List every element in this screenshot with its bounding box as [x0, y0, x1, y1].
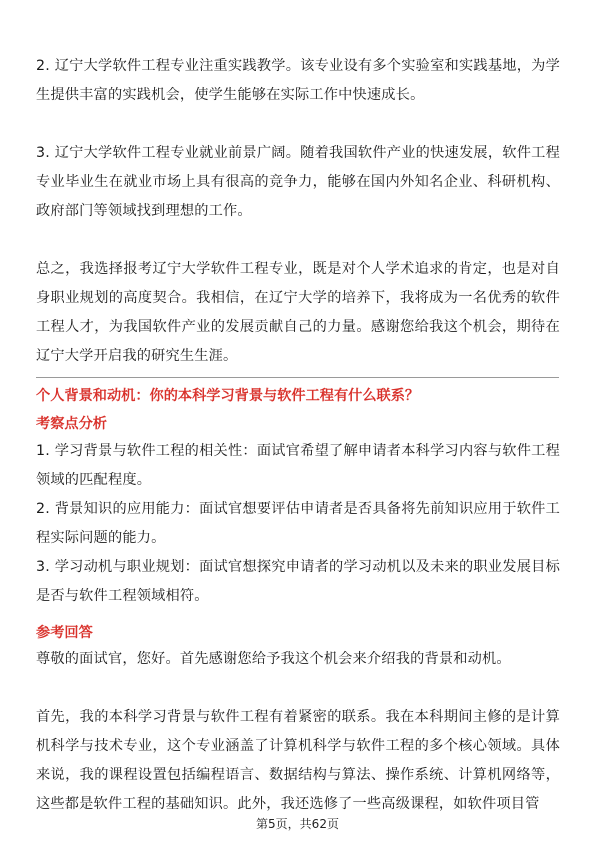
analysis-heading: 考察点分析: [36, 416, 107, 432]
section-divider: [36, 377, 559, 378]
page-number: 第5页，共62页: [256, 817, 339, 831]
answer-greeting: 尊敬的面试官，您好。首先感谢您给予我这个机会来介绍我的背景和动机。: [36, 651, 511, 667]
paragraph-practice-teaching: 2. 辽宁大学软件工程专业注重实践教学。该专业设有多个实验室和实践基地，为学生提供丰富的实践机会，使学生能够在实际工作中快速成长。: [36, 58, 560, 103]
paragraph-employment-prospects: 3. 辽宁大学软件工程专业就业前景广阔。随着我国软件产业的快速发展，软件工程专业毕业生在就业市场上具有很高的竞争力，能够在国内外知名企业、科研机构、政府部门等领域找到理想的工作。: [36, 145, 560, 219]
analysis-point-3: 3. 学习动机与职业规划：面试官想探究申请者的学习动机以及未来的职业发展目标是否与软件工程领域相符。: [36, 559, 560, 604]
answer-heading: 参考回答: [36, 625, 93, 641]
paragraph-conclusion: 总之，我选择报考辽宁大学软件工程专业，既是对个人学术追求的肯定，也是对自身职业规划的高度契合。我相信，在辽宁大学的培养下，我将成为一名优秀的软件工程人才，为我国软件产业的发展贡献自己的力量。感谢您给我这个机会，期待在辽宁大学开启我的研究生生涯。: [36, 261, 560, 364]
analysis-point-2: 2. 背景知识的应用能力：面试官想要评估申请者是否具备将先前知识应用于软件工程实际问题的能力。: [36, 501, 560, 546]
answer-background: 首先，我的本科学习背景与软件工程有着紧密的联系。我在本科期间主修的是计算机科学与技术专业，这个专业涵盖了计算机科学与软件工程的多个核心领域。具体来说，我的课程设置包括编程语言、数据结构与算法、操作系统、计算机网络等，这些都是软件工程的基础知识。此外，我还选修了一些高级课程，如软件项目管: [36, 709, 560, 812]
question-title: 个人背景和动机：你的本科学习背景与软件工程有什么联系？: [36, 388, 420, 404]
analysis-point-1: 1. 学习背景与软件工程的相关性：面试官希望了解申请者本科学习内容与软件工程领域的匹配程度。: [36, 443, 560, 488]
